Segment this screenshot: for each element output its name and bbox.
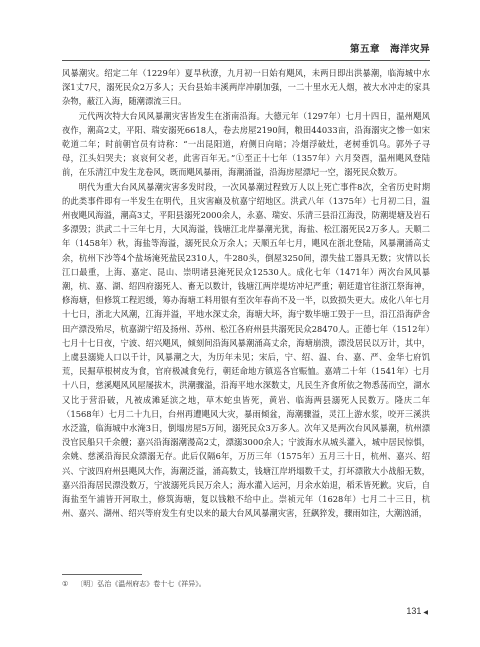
paragraph: 明代为重大台风风暴潮灾害多发时段，一次风暴潮过程致万人以上死亡事件8次，全省历史时期的此类事件即有一半发生在明代，且灾害巅及杭嘉宁绍地区。洪武八年（1375年）七月初二日，温州夜飓风海溢，潮高3丈，平阳县溺死2000余人，永嘉、瑞安、乐清三县沿江海没，防潮堤塘及岩石多漂毁；洪武二十三年七月，大风海溢，钱塘江北岸暴潮光犹，海盐、松江溺死民2万多人。天顺二年（1458年）秋，海盐等海溢，溺死民众万余人；天顺五年七月，飓风在浙北登陆，风暴潮涌高丈余，杭州下沙等4个盐场淹死盐民2310人，牛280头，倒屋3250间，漂失盐工器具无数；灾情以长江口最重，上海、嘉定、昆山、崇明诸县淹死民众12530人。成化七年（1471年）两次台风风暴潮，杭、嘉、湖、绍四府溺死人、畜无以数计，钱塘江两岸堤坊冲圮严重；朝廷遣官往浙江祭海神，修海塘，但修筑工程迟缓，筹办海塘工料用银有至次年春尚不及一半，以致损失更大。成化八年七月十七日，浙北大风潮，江海并溢，平地水深丈余，海塘大坏，海宁数毕塘工毁于一旦，沿江沿海萨舍田产漂没殆尽，杭嘉湖宁绍及扬州、苏州、松江各府州县共溺死民众28470人。正德七年（1512年）七月十七日夜，宁波、绍兴飓风，倾刻间沿海风暴潮涌高丈余，海塘崩溃，漂没居民以万计，其中，上虞县溺毙人口以千计，风暴潮之大，为历年未见；宋后，宁、绍、温、台、嘉、严、金华七府饥荒，民掘草根树皮为食，官府极减食免行，朝廷命地方镇巡各官赈恤。嘉靖二十年（1541年）七月十八日，慈溪飓风风屋屡拔木，洪潮骤溢，沿海平地水深数丈，凡民生齐食所依之物悉荡而空，湖水又比于营沿破，凡被成滩延滨之地，草木蛇虫皆死，黄岩、临海两县溺死人民数万。隆庆二年（1568年）七月二十九日，台州再遭飓风大灾，暴雨倾盆，海潮骤溢，灵江上游水浆，咬开三溪洪水泛滥，临海城中水淹3日，倒塌房屋5万间，溺死民众3万多人。次年又是两次台风风暴潮，杭州漂没官民船只千余艘；嘉兴沿海溺潮漫高2丈，漂溺3000余人；宁波海水从城头灌入，城中居民惊惧，余姚、慈溪沿海民众漂溺无存。此后仅隔6年，万历三年（1575年）五月三十日，杭州、嘉兴、绍兴、宁波四府州县飓风大作，海潮泛溢，涌高数丈，钱塘江岸坍塌数千丈，打坏漂散大小战船无数，嘉兴沿海居民漂没数万，宁波溺死兵民万余人；海水灌入运河，月余水始退，稻禾皆死歉。灾后，自海盐至午浦皆开河取土，修筑海塘，复以钱粮不给中止。崇祯元年（1628年）七月二十三日，杭州、嘉兴、湖州、绍兴等府发生有史以来的最大台风风暴潮灾害，狂飙猝发，骤雨如注，大潮汹涌， xyxy=(62,181,430,519)
page-marker-icon: ◀ xyxy=(423,610,428,616)
chapter-title: 第五章 海洋灾异 xyxy=(349,44,430,55)
running-header xyxy=(62,40,430,61)
page-number-value: 131 xyxy=(406,606,422,616)
paragraph: 元代两次特大台风风暴潮灾害皆发生在浙南沿海。大德元年（1297年）七月十四日，温州飓风夜作，潮高2丈，平阳、瑞安溺死6618人，卷去房屋2190间，粮田44033亩，沿海溺灾之惨一如宋乾道二年；时前朝官员有诗称：“一出昆阳道，府侧日向暗；冷烟浮破灶，老树垂饥乌。郭外子寻母，江头妇哭夫；哀哀何父老，此害百年无。”①至正十七年（1357年）六月癸酉，温州飓风登陆前，在乐清江中发生龙卷风，既而飓风暴雨，海潮涌溢，沿海房屋漂圮一空，溺死民众数万。 xyxy=(62,110,430,178)
page-number xyxy=(406,606,428,616)
footnote-marker: ① xyxy=(62,580,69,588)
paragraph: 风暴潮灾。绍定二年（1229年）夏旱秋潦，九月初一日始有飓风，未两日即出洪暴潮，临海城中水深1丈7尺，溺死民众2万多人；天台县始丰溪两岸冲刷加强，一二十里水无人烟，被大水冲走的家具杂物，蔽江入海，随潮漂流三日。 xyxy=(62,68,430,107)
footnote-divider xyxy=(62,574,142,575)
footnote xyxy=(62,579,430,589)
footnote-text: 〔明〕弘治《温州府志》卷十七《祥异》。 xyxy=(76,580,206,588)
body-text xyxy=(62,66,430,521)
